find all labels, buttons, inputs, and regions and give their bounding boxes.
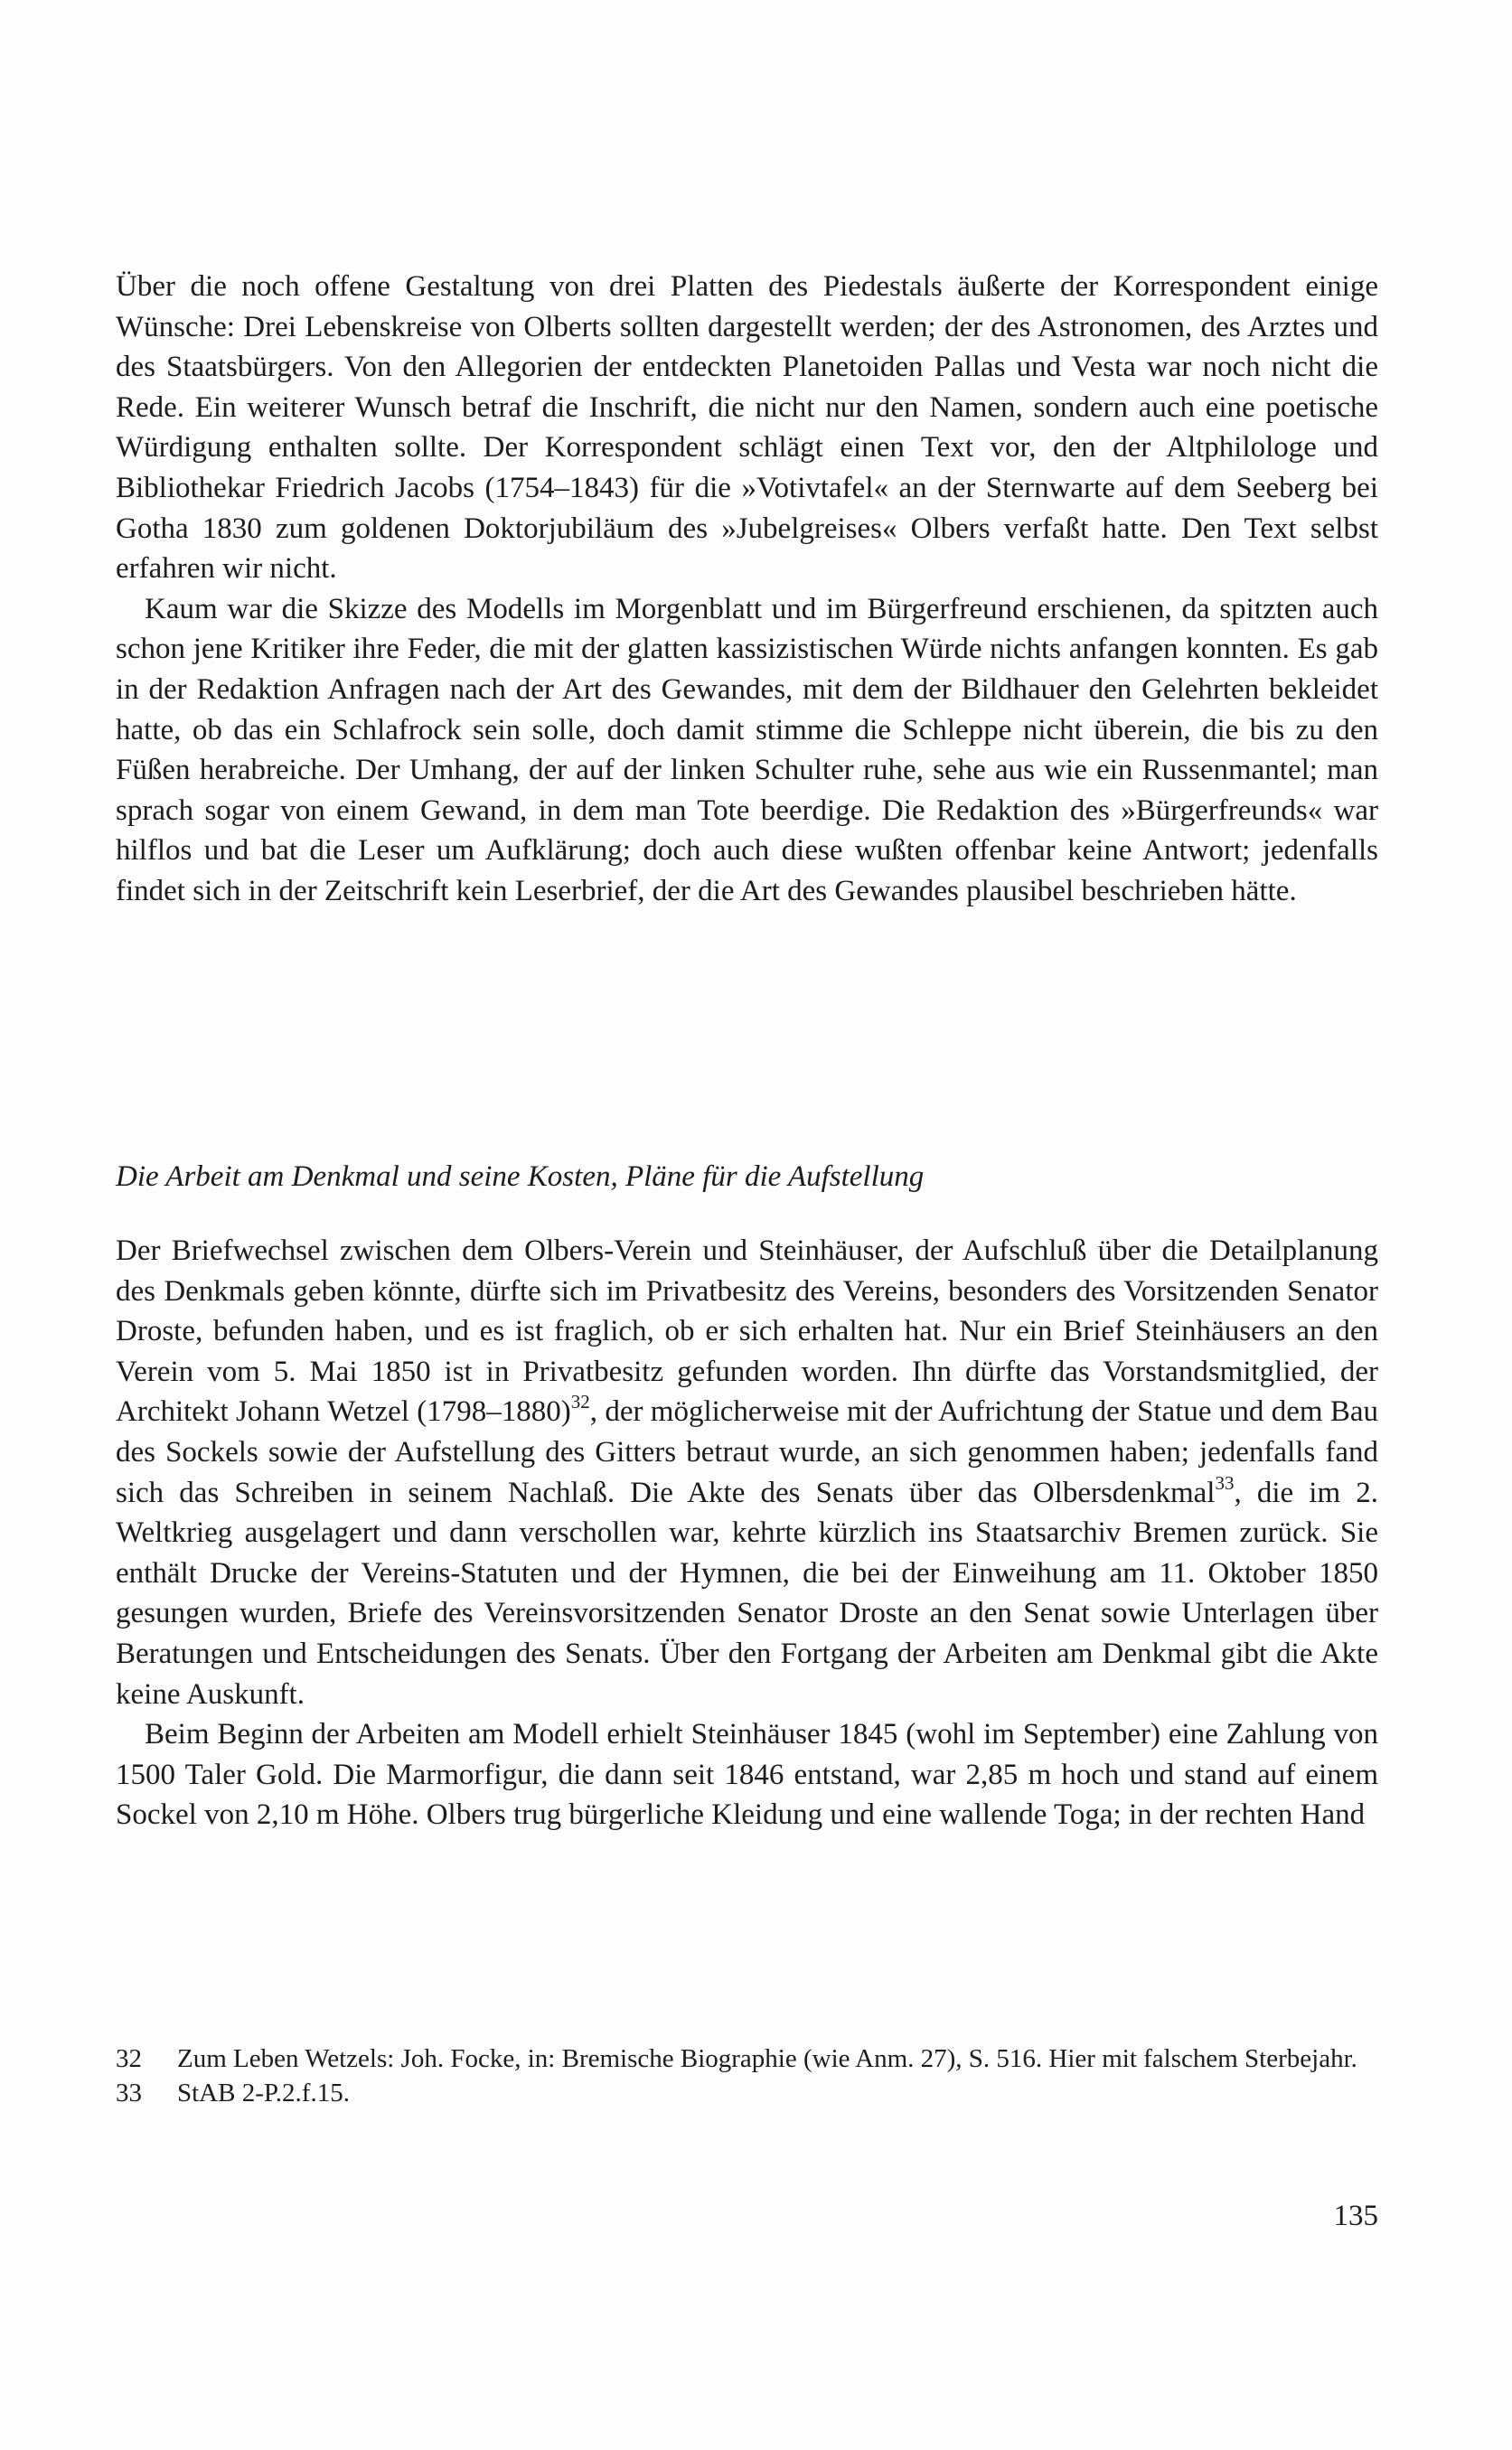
lower-text-block bbox=[116, 1231, 1378, 1835]
paragraph-3-part-2: , der möglicherweise mit der Aufrichtung der Statue und dem Bau des Sockels sowie der Aufstellung des Gitters betraut wurde, an sich genommen haben; jedenfalls fand sich das Schreiben in seinem Nachlaß. Die Akte des Senats über das Olbersdenkmal bbox=[116, 1395, 1378, 1509]
paragraph-3 bbox=[116, 1231, 1378, 1714]
section-heading: Die Arbeit am Denkmal und seine Kosten, Pläne für die Aufstellung bbox=[116, 1160, 925, 1193]
page-number: 135 bbox=[1333, 2200, 1378, 2232]
footnote-number: 33 bbox=[116, 2078, 142, 2107]
paragraph-3-part-3: , die im 2. Weltkrieg ausgelagert und dann verschollen war, kehrte kürzlich ins Staatsarchiv Bremen zurück. Sie enthält Drucke der Vereins-Statuten und der Hymnen, die bei der Einweihung am 11. Oktober 1850 gesungen wurden, Briefe des Vereinsvorsitzenden Senator Droste an den Senat sowie Unterlagen über Beratungen und Entscheidungen des Senats. Über den Fortgang der Arbeiten am Denkmal gibt die Akte keine Auskunft. bbox=[116, 1476, 1378, 1711]
paragraph-1: Über die noch offene Gestaltung von drei Platten des Piedestals äußerte der Korrespondent einige Wünsche: Drei Lebenskreise von Olberts sollten dargestellt werden; der des Astronomen, des Arztes und des Staatsbürgers. Von den Allegorien der entdeckten Planetoiden Pallas und Vesta war noch nicht die Rede. Ein weiterer Wunsch betraf die Inschrift, die nicht nur den Namen, sondern auch eine poetische Würdigung enthalten sollte. Der Korrespondent schlägt einen Text vor, den der Altphilologe und Bibliothekar Friedrich Jacobs (1754–1843) für die »Votivtafel« an der Sternwarte auf dem Seeberg bei Gotha 1830 zum goldenen Doktorjubiläum des »Jubelgreises« Olbers verfaßt hatte. Den Text selbst erfahren wir nicht. bbox=[116, 270, 1378, 586]
footnote-ref-32[interactable]: 32 bbox=[570, 1391, 590, 1413]
footnote-number: 32 bbox=[116, 2044, 142, 2073]
paragraph-2: Kaum war die Skizze des Modells im Morgenblatt und im Bürgerfreund erschienen, da spitzten auch schon jene Kritiker ihre Feder, die mit der glatten kassizistischen Würde nichts anfangen konnten. Es gab in der Redaktion Anfragen nach der Art des Gewandes, mit dem der Bildhauer den Gelehrten bekleidet hatte, ob das ein Schlafrock sein solle, doch damit stimme die Schleppe nicht überein, die bis zu den Füßen herabreiche. Der Umhang, der auf der linken Schulter ruhe, sehe aus wie ein Russenmantel; man sprach sogar von einem Gewand, in dem man Tote beerdige. Die Redaktion des »Bürgerfreunds« war hilflos und bat die Leser um Aufklärung; doch auch diese wußten offenbar keine Antwort; jedenfalls findet sich in der Zeitschrift kein Leserbrief, der die Art des Gewandes plausibel beschrieben hätte. bbox=[116, 592, 1378, 907]
footnote-32 bbox=[116, 2042, 1378, 2077]
footnote-ref-33[interactable]: 33 bbox=[1215, 1471, 1235, 1494]
paragraph-4: Beim Beginn der Arbeiten am Modell erhielt Steinhäuser 1845 (wohl im September) eine Zahlung von 1500 Taler Gold. Die Marmorfigur, die dann seit 1846 entstand, war 2,85 m hoch und stand auf einem Sockel von 2,10 m Höhe. Olbers trug bürgerliche Kleidung und eine wallende Toga; in der rechten Hand bbox=[116, 1718, 1378, 1832]
paragraph-3-part-1: Der Briefwechsel zwischen dem Olbers-Verein und Steinhäuser, der Aufschluß über die Detailplanung des Denkmals geben könnte, dürfte sich im Privatbesitz des Vereins, besonders des Vorsitzenden Senator Droste, befunden haben, und es ist fraglich, ob er sich erhalten hat. Nur ein Brief Steinhäusers an den Verein vom 5. Mai 1850 ist in Privatbesitz gefunden worden. Ihn dürfte das Vorstandsmitglied, der Architekt Johann Wetzel (1798–1880) bbox=[116, 1234, 1378, 1429]
footnotes bbox=[116, 2042, 1378, 2110]
footnote-33 bbox=[116, 2077, 1378, 2111]
footnote-text: StAB 2-P.2.f.15. bbox=[177, 2078, 350, 2107]
upper-text-block bbox=[116, 267, 1378, 912]
footnote-text: Zum Leben Wetzels: Joh. Focke, in: Bremische Biographie (wie Anm. 27), S. 516. Hier mit falschem Sterbejahr. bbox=[177, 2044, 1357, 2073]
